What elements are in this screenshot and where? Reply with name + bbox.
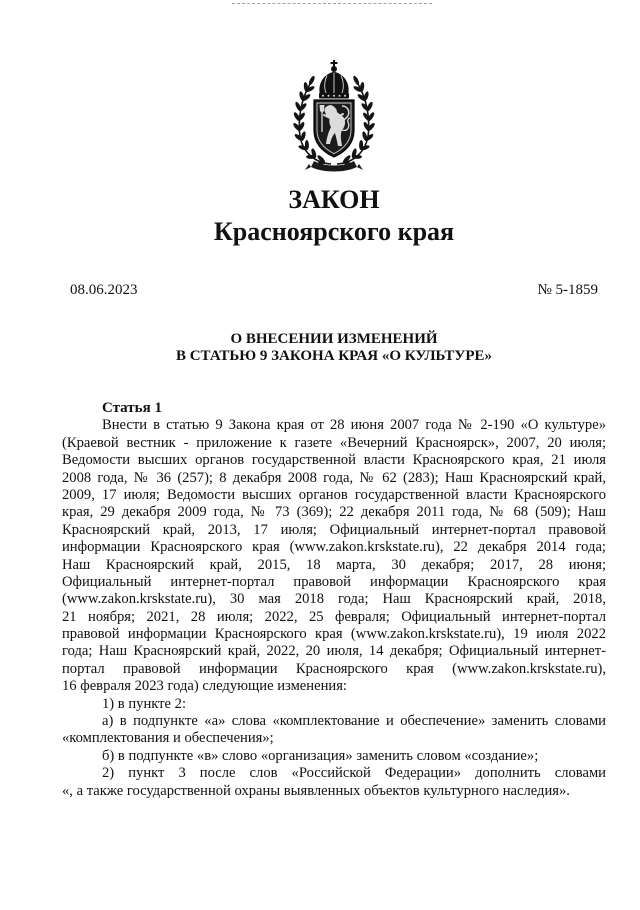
article-text-line: 2008 года, № 36 (257); 8 декабря 2008 года, № 62 (283); Наш Красноярский край, [62,469,606,486]
article-text-line: края, 29 декабря 2009 года, № 73 (369); 22 декабря 2011 года, № 68 (509); Наш [62,504,606,521]
subpoint-a-line: а) в подпункте «а» слова «комплектование и обеспечение» заменить словами [102,713,606,730]
article-text-line: 21 ноября; 2021, 28 июля; 2022, 25 февраля; Официальный интернет-портал [62,608,606,625]
article-text-line: информации Красноярского края (www.zakon.krskstate.ru), 22 декабря 2014 года; [62,539,606,556]
article-title: Статья 1 [102,400,162,416]
article-text-line: Красноярский край, 2013, 17 июля; Официальный интернет-портал правовой [62,521,606,538]
crown-icon [319,60,349,99]
article-text-line: Внести в статью 9 Закона края от 28 июня 2007 года № 2-190 «О культуре» [102,417,606,434]
heading-line: В СТАТЬЮ 9 ЗАКОНА КРАЯ «О КУЛЬТУРЕ» [175,348,493,365]
law-date: 08.06.2023 [70,282,138,298]
scan-edge-marks [232,3,432,4]
article-text-line: Наш Красноярский край, 2015, 18 марта, 30 декабря; 2017, 28 июня; [62,556,606,573]
document-region: Красноярского края [213,217,455,246]
point-1-line: 1) в пункте 2: [102,695,187,712]
article-text-line: правовой информации Красноярского края (www.zakon.krskstate.ru), 19 июля 2022 [62,626,606,643]
shield-icon [314,100,354,157]
point-2-line: «, а также государственной охраны выявленных объектов культурного наследия». [62,782,570,799]
coat-of-arms-icon [290,60,378,174]
article-text-line: Ведомости высших органов государственной власти Красноярского края, 21 июля [62,452,606,469]
heading-line: О ВНЕСЕНИИ ИЗМЕНЕНИЙ [230,331,438,347]
law-heading [62,331,606,366]
article-body [62,400,606,800]
ribbon [305,161,363,172]
law-number: № 5-1859 [537,282,598,298]
subpoint-b-line: б) в подпункте «в» слово «организация» заменить словом «создание»; [102,747,539,764]
article-text-line: портал правовой информации Красноярского края (www.zakon.krskstate.ru), [62,660,606,677]
article-text-line: года; Наш Красноярский край, 2022, 20 июля, 14 декабря; Официальный интернет- [62,643,606,660]
article-text-line: 16 февраля 2023 года) следующие изменения: [62,678,347,695]
article-text-line: 2009, 17 июля; Ведомости высших органов государственной власти Красноярского [62,486,606,503]
article-text-line: (Краевой вестник - приложение к газете «Вечерний Красноярск», 2007, 20 июля; [62,434,606,451]
article-text-line: (www.zakon.krskstate.ru), 30 мая 2018 года; Наш Красноярский край, 2018, [62,591,606,608]
article-text-line: Официальный интернет-портал правовой информации Красноярского края [62,573,606,590]
point-2-line: 2) пункт 3 после слов «Российской Федерации» дополнить словами [102,765,606,782]
document-title: ЗАКОН [288,185,380,214]
subpoint-a-line: «комплектования и обеспечения»; [62,730,274,747]
